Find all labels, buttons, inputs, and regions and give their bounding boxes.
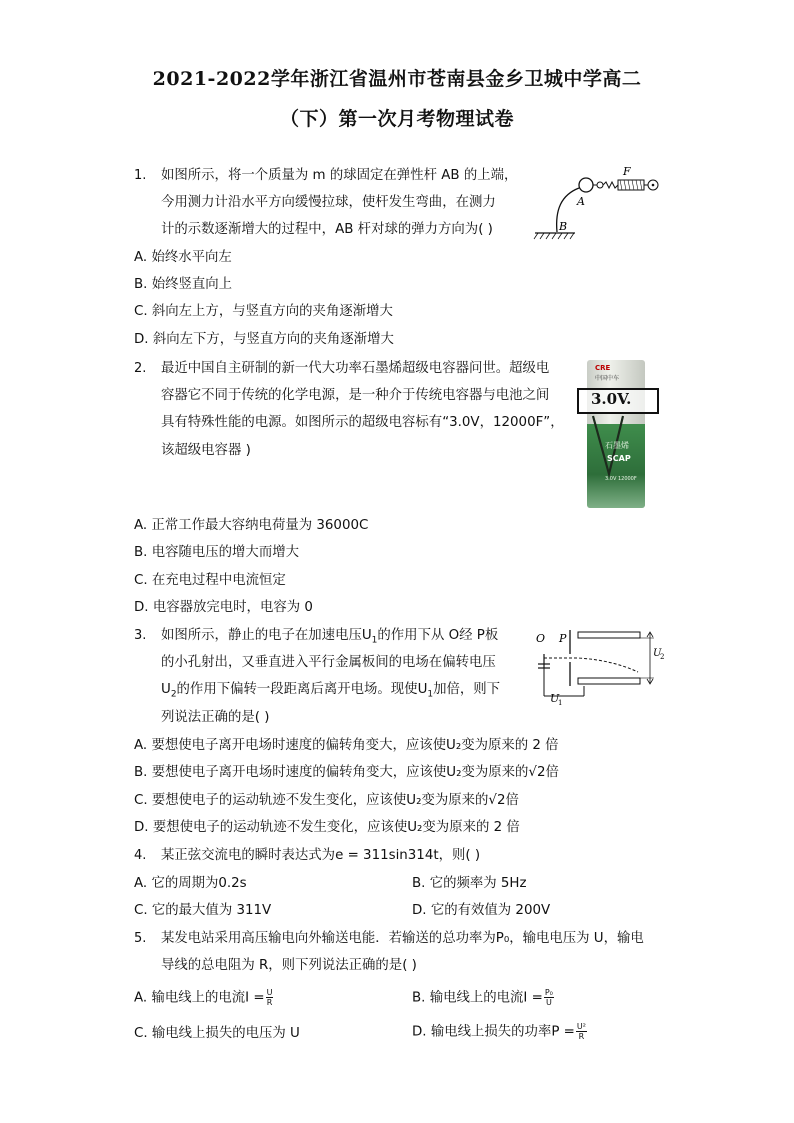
- svg-text:O: O: [536, 632, 546, 645]
- q1-stem-line3: 计的示数逐渐增大的过程中，AB 杆对球的弹力方向为( ): [161, 222, 493, 237]
- q5-number: 5.: [134, 931, 147, 946]
- q5-stem-line1: 某发电站采用高压输电向外输送电能．若输送的总功率为P₀，输电电压为 U，输电: [161, 931, 644, 946]
- q1-option-a: A. 始终水平向左: [134, 250, 232, 265]
- svg-text:U: U: [550, 692, 560, 705]
- q1-fig-label-a: A: [577, 195, 585, 208]
- q2-number: 2.: [134, 361, 147, 376]
- q2-photo-voltage-label: 3.0V.: [591, 390, 632, 408]
- q1-fig-label-f: F: [623, 165, 631, 178]
- q1-fig-label-b: B: [559, 220, 568, 233]
- q3-option-c: C. 要想使电子的运动轨迹不发生变化，应该使U₂变为原来的√2倍: [134, 793, 519, 808]
- q2-photo-green-text: 石墨烯: [605, 441, 629, 450]
- q1-option-b: B. 始终竖直向上: [134, 277, 233, 292]
- q3-number: 3.: [134, 628, 147, 643]
- q2-option-d: D. 电容器放完电时，电容为 0: [134, 600, 313, 615]
- svg-text:P: P: [559, 632, 567, 645]
- q2-photo-brand-sub: 中国中车: [595, 375, 620, 382]
- q2-option-c: C. 在充电过程中电流恒定: [134, 573, 286, 588]
- svg-text:U: U: [653, 648, 662, 659]
- q4-number: 4.: [134, 848, 147, 863]
- q5-stem-line2: 导线的总电阻为 R，则下列说法正确的是( ): [161, 958, 417, 973]
- q3-stem-line2: 的小孔射出，又垂直进入平行金属板间的电场在偏转电压: [161, 655, 496, 670]
- svg-text:1: 1: [558, 699, 563, 707]
- q1-stem-line1: 如图所示，将一个质量为 m 的球固定在弹性杆 AB 的上端，: [161, 168, 518, 183]
- q2-supercapacitor-photo: [575, 360, 657, 508]
- q2-stem-line1: 最近中国自主研制的新一代大功率石墨烯超级电容器问世。超级电: [161, 361, 550, 376]
- q3-stem-line3: $U_2$的作用下偏转一段距离后离开电场。现使$U_1$加倍，则下: [161, 682, 501, 700]
- q1-number: 1.: [134, 168, 147, 183]
- q4-option-c: C. 它的最大值为 311V: [134, 903, 272, 918]
- q1-option-c: C. 斜向左上方，与竖直方向的夹角逐渐增大: [134, 304, 393, 319]
- q1-figure-elastic-rod: [535, 160, 667, 242]
- q3-stem-line1: 如图所示，静止的电子在加速电压$U_1$的作用下从 O经 P板: [161, 628, 499, 646]
- q1-option-d: D. 斜向左下方，与竖直方向的夹角逐渐增大: [134, 332, 394, 347]
- q2-option-a: A. 正常工作最大容纳电荷量为 36000C: [134, 518, 369, 533]
- q3-option-d: D. 要想使电子的运动轨迹不发生变化，应该使U₂变为原来的 2 倍: [134, 820, 520, 835]
- q2-photo-brand: CRE: [595, 364, 611, 372]
- q2-photo-small-text: 3.0V 12000F: [605, 476, 637, 482]
- q3-figure-deflection: [532, 626, 664, 706]
- q2-stem-line4: 该超级电容器 ): [161, 443, 251, 458]
- q5-option-a: A. 输电线上的电流I = $\frac{U}{R}$: [134, 988, 273, 1007]
- q5-option-d: D. 输电线上损失的功率P = $\frac{\text{U²}}{R}$: [412, 1022, 586, 1041]
- page-title-line1: 2021-2022学年浙江省温州市苍南县金乡卫城中学高二: [152, 68, 642, 90]
- q2-stem-line3: 具有特殊性能的电源。如图所示的超级电容标有“3.0V，12000F”，: [161, 415, 564, 430]
- q4-option-a: A. 它的周期为0.2s: [134, 876, 247, 891]
- q2-photo-cap-text: SCAP: [607, 454, 631, 463]
- q5-option-b: B. 输电线上的电流I = $\frac{\text{P₀}}{U}$: [412, 988, 553, 1007]
- q4-stem: 某正弦交流电的瞬时表达式为e = 311sin314t，则( ): [161, 848, 481, 863]
- q1-stem-line2: 今用测力计沿水平方向缓慢拉球，使杆发生弯曲，在测力: [161, 195, 496, 210]
- q3-option-a: A. 要想使电子离开电场时速度的偏转角变大，应该使U₂变为原来的 2 倍: [134, 738, 559, 753]
- q2-option-b: B. 电容随电压的增大而增大: [134, 545, 299, 560]
- page-title-line2: （下）第一次月考物理试卷: [279, 108, 514, 130]
- q4-option-d: D. 它的有效值为 200V: [412, 903, 551, 918]
- q2-stem-line2: 容器它不同于传统的化学电源，是一种介于传统电容器与电池之间: [161, 388, 550, 403]
- q3-stem-line4: 列说法正确的是( ): [161, 710, 270, 725]
- q5-option-c: C. 输电线上损失的电压为 U: [134, 1026, 300, 1041]
- q3-option-b: B. 要想使电子离开电场时速度的偏转角变大，应该使U₂变为原来的√2倍: [134, 765, 559, 780]
- q4-option-b: B. 它的频率为 5Hz: [412, 876, 527, 891]
- svg-text:2: 2: [660, 653, 665, 661]
